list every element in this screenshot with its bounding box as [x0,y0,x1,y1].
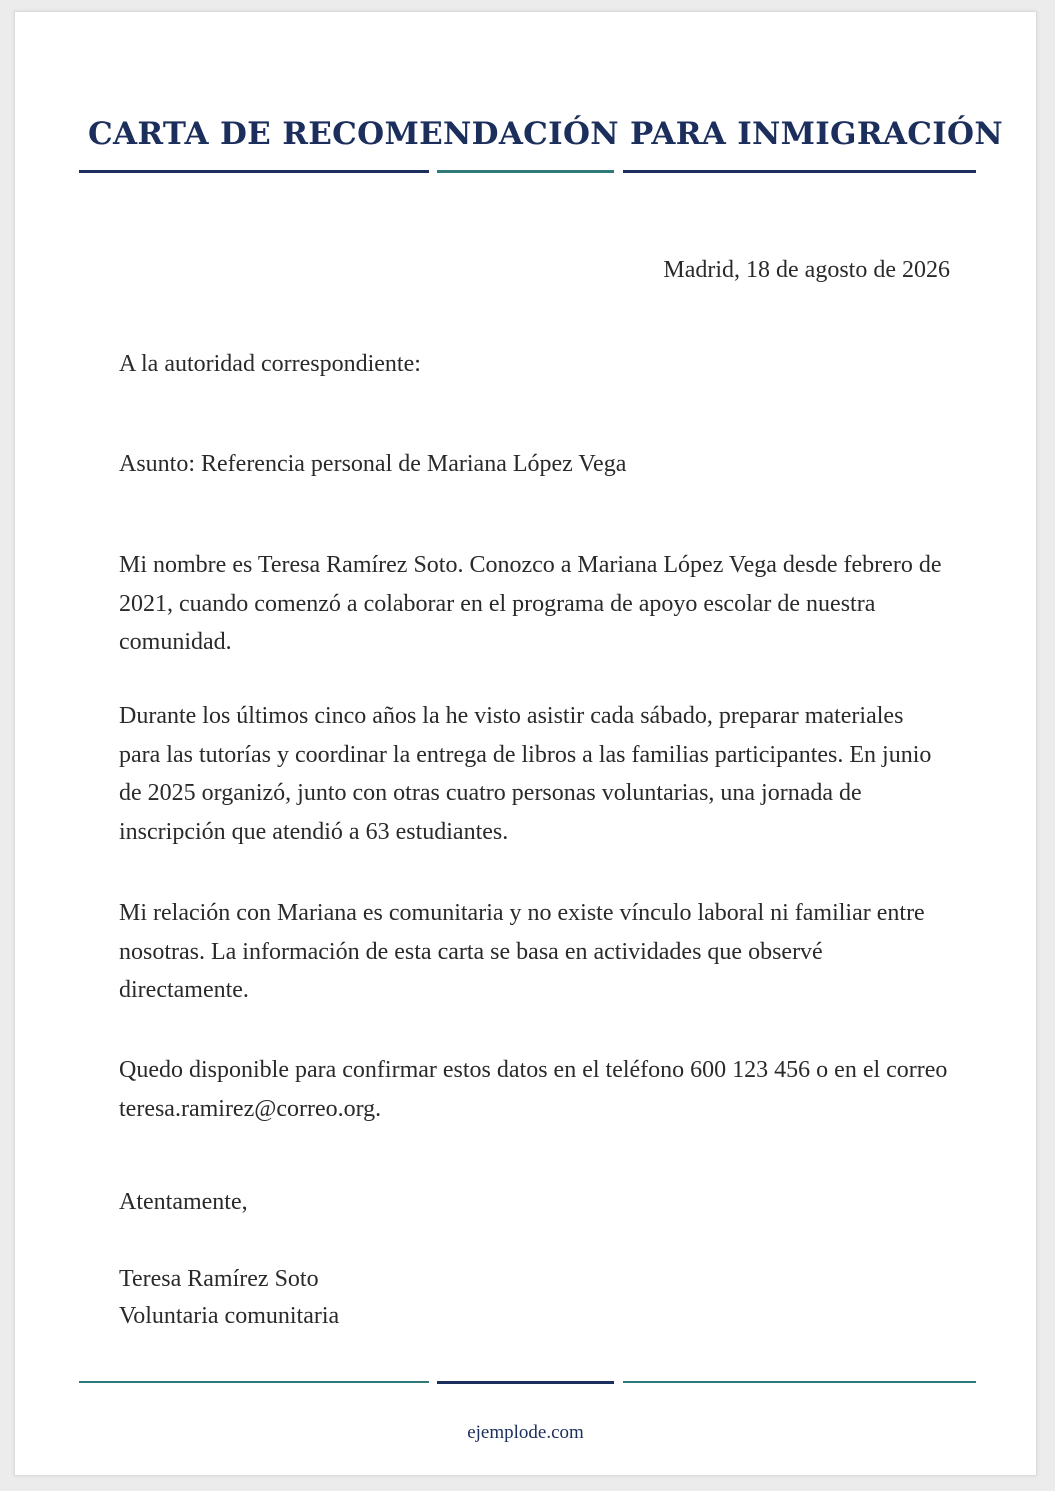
signer-name: Teresa Ramírez Soto [119,1266,319,1292]
header-rule-center [437,170,614,173]
header-rule-left [79,170,429,173]
header-rule-right [623,170,976,173]
footer-rule-center [437,1381,614,1384]
footer-rule-left [79,1381,429,1383]
letter-date: Madrid, 18 de agosto de 2026 [663,257,950,283]
closing: Atentamente, [119,1189,248,1215]
paragraph-contact: Quedo disponible para confirmar estos datos en el teléfono 600 123 456 o en el correo teresa.ramirez@correo.org. [119,1057,948,1122]
paragraph-relationship: Mi relación con Mariana es comunitaria y no existe vínculo laboral ni familiar entre nosotras. La información de esta carta se basa en actividades que observé directamente. [119,900,925,1003]
signer-role: Voluntaria comunitaria [119,1303,340,1329]
paragraph-activities: Durante los últimos cinco años la he visto asistir cada sábado, preparar materiales para las tutorías y coordinar la entrega de libros a las familias participantes. En junio de 2025 organizó, junto con otras cuatro personas voluntarias, una jornada de inscripción que atendió a 63 estudiantes. [119,703,932,845]
footer-rule-right [623,1381,976,1383]
subject-line: Asunto: Referencia personal de Mariana López Vega [119,451,627,477]
paragraph-introduction: Mi nombre es Teresa Ramírez Soto. Conozco a Mariana López Vega desde febrero de 2021, cuando comenzó a colaborar en el programa de apoyo escolar de nuestra comunidad. [119,552,942,655]
letter-page [14,11,1037,1476]
salutation: A la autoridad correspondiente: [119,351,421,377]
footer-website-link[interactable]: ejemplode.com [467,1422,584,1443]
document-title: CARTA DE RECOMENDACIÓN PARA INMIGRACIÓN [88,116,1003,152]
